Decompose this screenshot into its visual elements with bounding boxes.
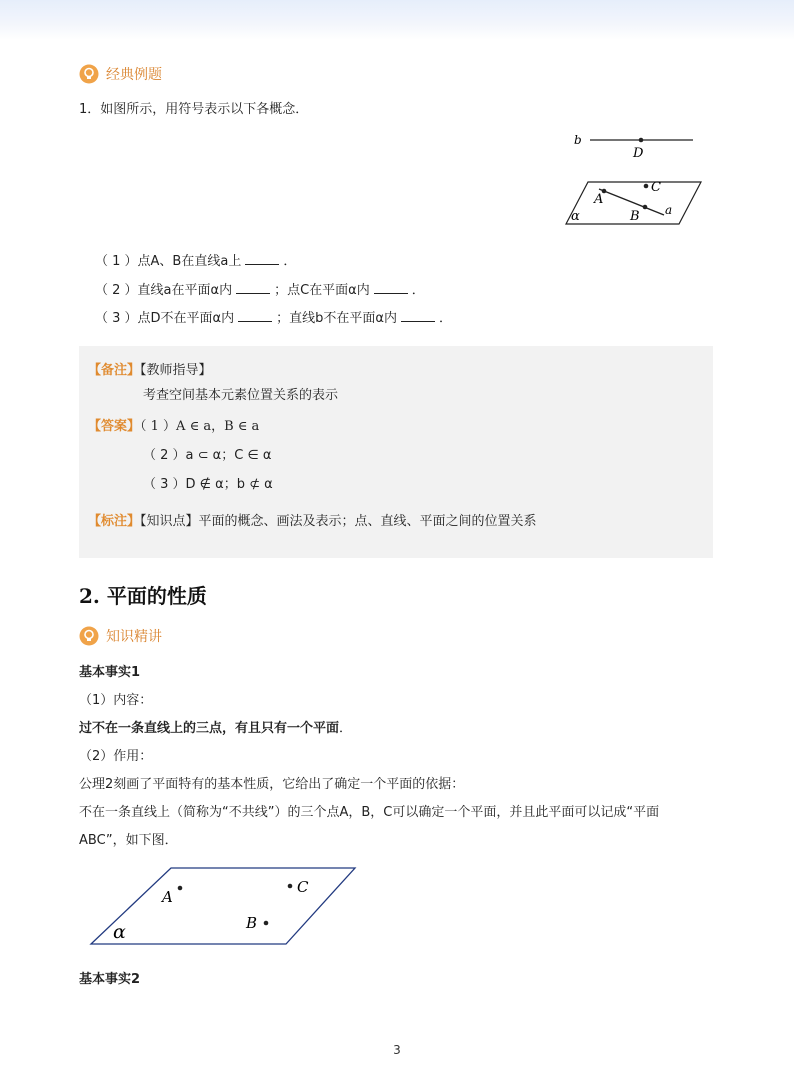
content-label: （1）内容：: [79, 693, 153, 708]
knowledge-title: 知识精讲: [106, 629, 162, 645]
example-question: 1．如图所示，用符号表示以下各概念．: [79, 102, 309, 117]
answer-blank: [401, 309, 435, 322]
label-alpha: α: [571, 209, 580, 224]
content-row: 过不在一条直线上的三点，有且只有一个平面．: [79, 721, 353, 736]
role-text-3: ABC”，如下图．: [79, 833, 178, 848]
remark-row: 【备注】【教师指导】: [88, 363, 212, 378]
example-item-1: （ 1 ）点A、B在直线a上 ．: [95, 254, 297, 269]
example-figure: [560, 128, 710, 230]
label-C: C: [651, 180, 661, 195]
lightbulb-icon: [79, 64, 99, 84]
label-A: A: [594, 192, 604, 207]
answer-2: （ 2 ）a ⊂ α；C ∈ α: [143, 448, 272, 463]
answer-blank: [236, 281, 270, 294]
section-heading: 2. 平面的性质: [79, 584, 207, 608]
label-b: b: [574, 133, 582, 147]
label-a: a: [665, 203, 673, 217]
tag-row: 【标注】【知识点】平面的概念、画法及表示；点、直线、平面之间的位置关系: [88, 514, 537, 529]
label-C: C: [297, 878, 309, 896]
label-D: D: [633, 146, 644, 161]
answer-3: （ 3 ）D ∉ α；b ⊄ α: [143, 477, 273, 492]
answer-blank: [245, 252, 279, 265]
label-A: A: [162, 888, 173, 906]
examples-section-header: [79, 64, 162, 84]
fact1-title: 基本事实1: [79, 665, 141, 680]
answer-row: 【答案】（ 1 ）A ∈ a，B ∈ a: [88, 419, 260, 434]
examples-title: 经典例题: [106, 67, 162, 83]
role-text-1: 公理2刻画了平面特有的基本性质，它给出了确定一个平面的依据：: [79, 777, 465, 792]
page-number: 3: [393, 1043, 401, 1057]
answer-blank: [374, 281, 408, 294]
role-label: （2）作用：: [79, 749, 153, 764]
lightbulb-icon: [79, 626, 99, 646]
label-alpha: α: [113, 921, 126, 943]
header-band: [0, 0, 794, 40]
plane-figure: [85, 862, 360, 948]
answer-blank: [238, 309, 272, 322]
role-text-2: 不在一条直线上（简称为“不共线”）的三个点A，B，C可以确定一个平面，并且此平面可以记成“平面: [79, 805, 660, 820]
remark-text: 考查空间基本元素位置关系的表示: [143, 388, 339, 403]
label-B: B: [246, 914, 258, 932]
knowledge-section-header: [79, 626, 162, 646]
example-item-2: （ 2 ）直线a在平面α内 ；点C在平面α内 ．: [95, 283, 425, 298]
example-item-3: （ 3 ）点D不在平面α内 ；直线b不在平面α内 ．: [95, 311, 452, 326]
label-B: B: [630, 209, 640, 224]
fact2-title: 基本事实2: [79, 972, 141, 987]
